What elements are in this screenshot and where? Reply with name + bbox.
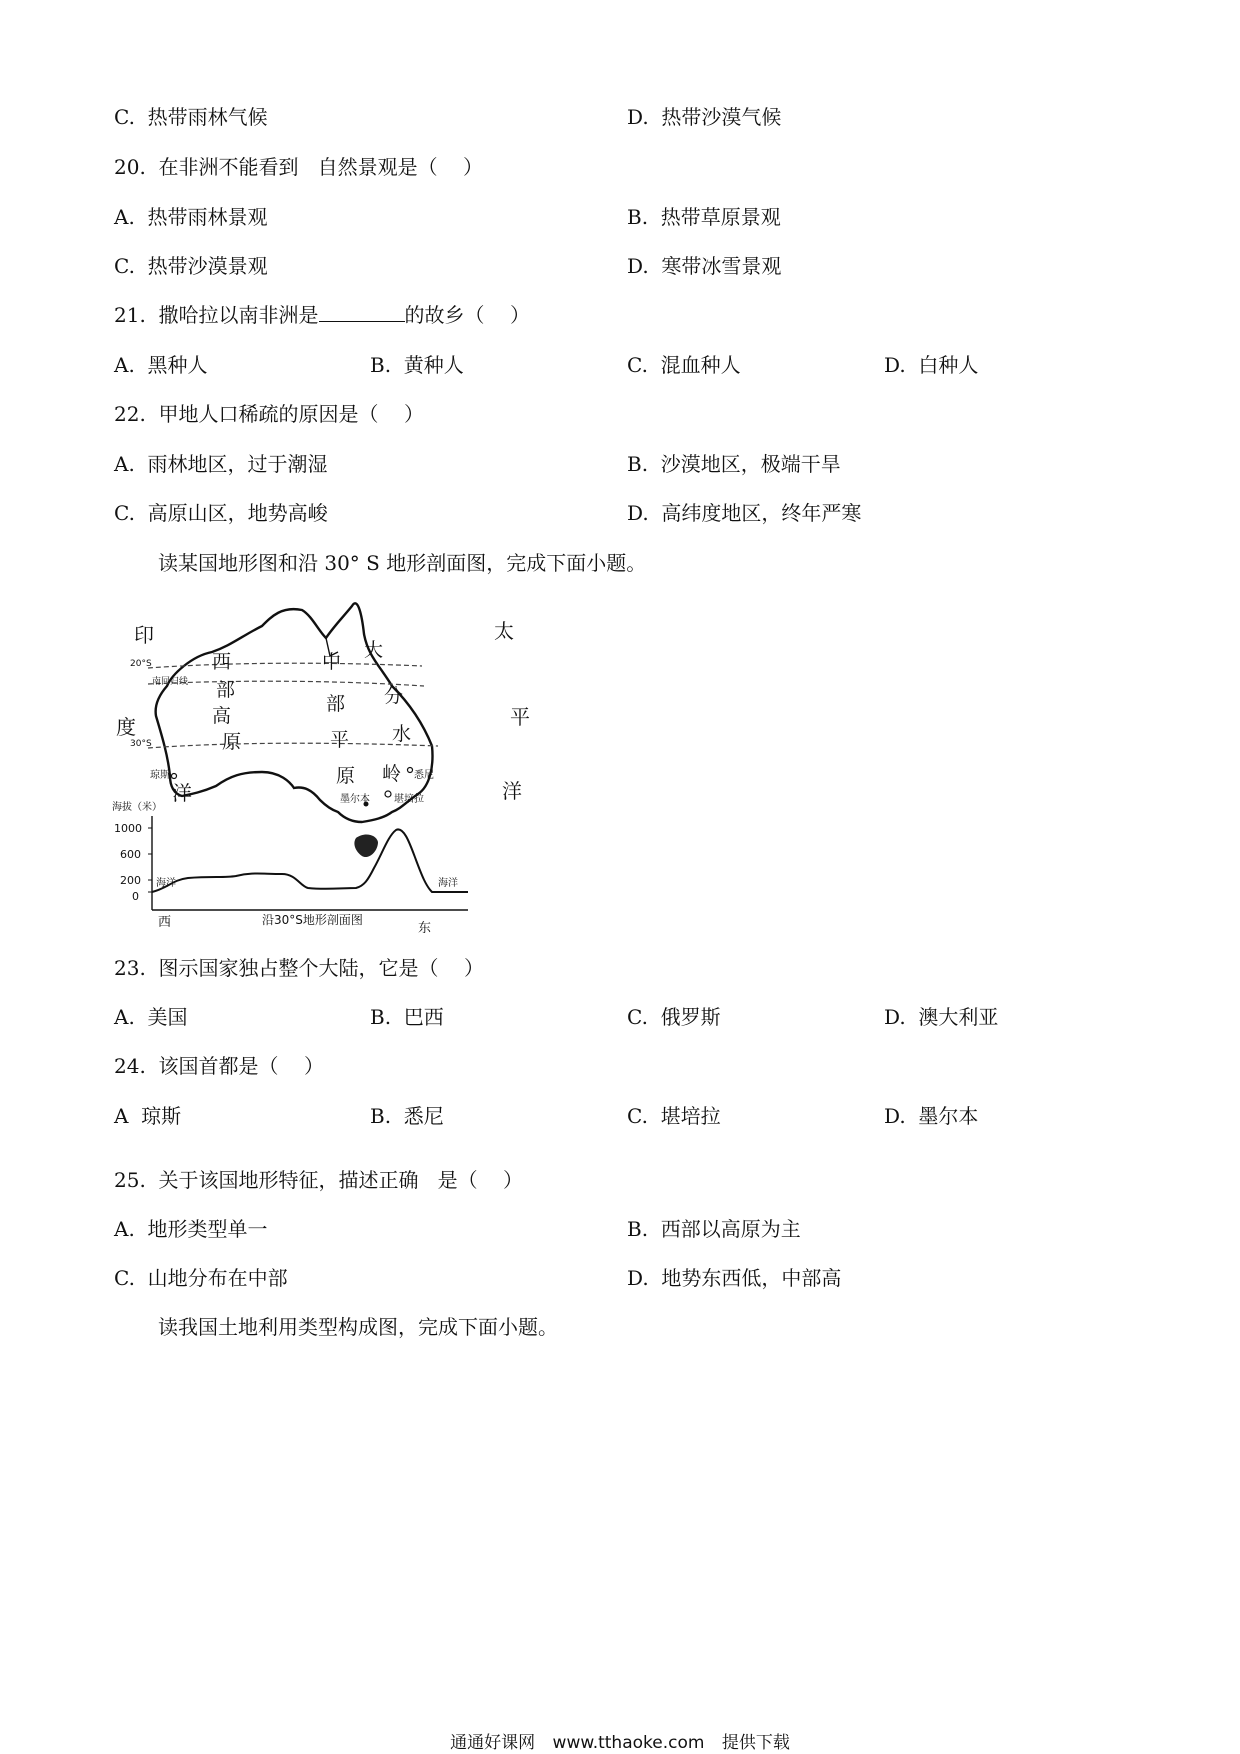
q23-option-a: A. 美国 xyxy=(114,1005,188,1029)
q25-option-d: D. 地势东西低，中部高 xyxy=(627,1266,842,1290)
profile-east-label: 东 xyxy=(418,921,432,936)
q19-option-c: C. 热带雨林气候 xyxy=(114,105,268,129)
divide-range-char2: 分 xyxy=(384,685,404,707)
divide-range-char3: 水 xyxy=(392,723,412,745)
lat-20s-label: 20°S xyxy=(130,659,152,669)
reading-prompt-map: 读某国地形图和沿 30° S 地形剖面图，完成下面小题。 xyxy=(158,551,647,575)
q25-option-b: B. 西部以高原为主 xyxy=(627,1217,801,1241)
ocean-indian-char1: 印 xyxy=(134,623,154,647)
city-label-sydney: 悉尼 xyxy=(414,770,434,781)
tasmania-outline xyxy=(354,835,378,858)
q22-option-a: A. 雨林地区，过于潮湿 xyxy=(114,452,328,476)
australia-map-svg xyxy=(112,586,532,936)
divide-range-char4: 岭 xyxy=(382,763,402,785)
q24-option-a: A 琼斯 xyxy=(114,1104,182,1128)
west-plateau-char1: 西 xyxy=(212,651,232,673)
q25-stem: 25. 关于该国地形特征，描述正确 是（ ） xyxy=(114,1168,524,1192)
q22-option-c: C. 高原山区，地势高峻 xyxy=(114,501,328,525)
q25-option-c: C. 山地分布在中部 xyxy=(114,1266,288,1290)
q21-option-a: A. 黑种人 xyxy=(114,353,208,377)
ocean-pacific-char1: 太 xyxy=(494,619,514,643)
q23-option-d: D. 澳大利亚 xyxy=(884,1005,999,1029)
q20-option-d: D. 寒带冰雪景观 xyxy=(627,254,782,278)
central-plain-char4: 原 xyxy=(336,765,356,787)
q21-blank xyxy=(319,303,405,322)
q22-option-b: B. 沙漠地区，极端干旱 xyxy=(627,452,841,476)
city-label-melbourne: 墨尔本 xyxy=(340,794,370,805)
q21-option-b: B. 黄种人 xyxy=(370,353,464,377)
profile-west-label: 西 xyxy=(158,915,172,930)
ocean-indian-char3: 洋 xyxy=(172,781,192,805)
q20-stem: 20. 在非洲不能看到 自然景观是（ ） xyxy=(114,155,484,179)
reading-prompt-landuse: 读我国土地利用类型构成图，完成下面小题。 xyxy=(158,1315,558,1339)
profile-terrain-line xyxy=(152,829,468,892)
q21-option-c: C. 混血种人 xyxy=(627,353,741,377)
q25-option-a: A. 地形类型单一 xyxy=(114,1217,268,1241)
central-plain-char3: 平 xyxy=(330,729,350,751)
footer-action: 提供下载 xyxy=(721,1733,790,1753)
profile-tick-1000: 1000 xyxy=(114,822,142,835)
q21-option-d: D. 白种人 xyxy=(884,353,979,377)
q21-stem xyxy=(114,302,530,328)
tropic-label: 南回归线 xyxy=(152,677,189,687)
ocean-pacific-char3: 洋 xyxy=(502,779,522,803)
central-plain-char2: 部 xyxy=(326,693,346,715)
profile-sea-left: 海洋 xyxy=(156,878,176,889)
q23-option-b: B. 巴西 xyxy=(370,1005,444,1029)
city-label-west: 琼斯 xyxy=(150,770,170,781)
q23-option-c: C. 俄罗斯 xyxy=(627,1005,721,1029)
profile-title: 沿30°S地形剖面图 xyxy=(262,913,363,927)
q24-option-b: B. 悉尼 xyxy=(370,1104,444,1128)
profile-tick-0: 0 xyxy=(132,890,139,903)
page-footer xyxy=(0,1728,1240,1753)
australia-map-figure xyxy=(112,586,532,936)
q24-stem: 24. 该国首都是（ ） xyxy=(114,1054,324,1078)
q21-stem-pre: 21. 撒哈拉以南非洲是 xyxy=(114,303,319,327)
profile-tick-600: 600 xyxy=(120,848,141,861)
ocean-indian-char2: 度 xyxy=(116,715,136,739)
australia-outline xyxy=(156,603,433,822)
ocean-pacific-char2: 平 xyxy=(510,705,530,729)
city-label-canberra: 堪培拉 xyxy=(394,794,424,805)
q22-option-d: D. 高纬度地区，终年严寒 xyxy=(627,501,862,525)
q23-stem: 23. 图示国家独占整个大陆，它是（ ） xyxy=(114,956,484,980)
q20-option-a: A. 热带雨林景观 xyxy=(114,205,268,229)
q19-option-d: D. 热带沙漠气候 xyxy=(627,105,782,129)
q20-option-b: B. 热带草原景观 xyxy=(627,205,781,229)
q24-option-d: D. 墨尔本 xyxy=(884,1104,979,1128)
lat-30s-label: 30°S xyxy=(130,739,152,749)
q24-option-c: C. 堪培拉 xyxy=(627,1104,721,1128)
footer-site-name: 通通好课网 xyxy=(450,1733,536,1753)
footer-url-link[interactable]: www.tthaoke.com xyxy=(552,1733,705,1753)
q20-option-c: C. 热带沙漠景观 xyxy=(114,254,268,278)
q21-stem-post: 的故乡（ ） xyxy=(404,303,530,327)
profile-sea-right: 海洋 xyxy=(438,878,458,889)
q22-stem: 22. 甲地人口稀疏的原因是（ ） xyxy=(114,402,424,426)
west-plateau-char2: 部 xyxy=(216,679,236,701)
west-plateau-char4: 原 xyxy=(222,731,242,753)
profile-tick-200: 200 xyxy=(120,874,141,887)
divide-range-char1: 大 xyxy=(364,639,384,661)
profile-ylabel: 海拔（米） xyxy=(112,802,162,813)
west-plateau-char3: 高 xyxy=(212,705,232,727)
central-plain-char1: 中 xyxy=(322,651,342,673)
